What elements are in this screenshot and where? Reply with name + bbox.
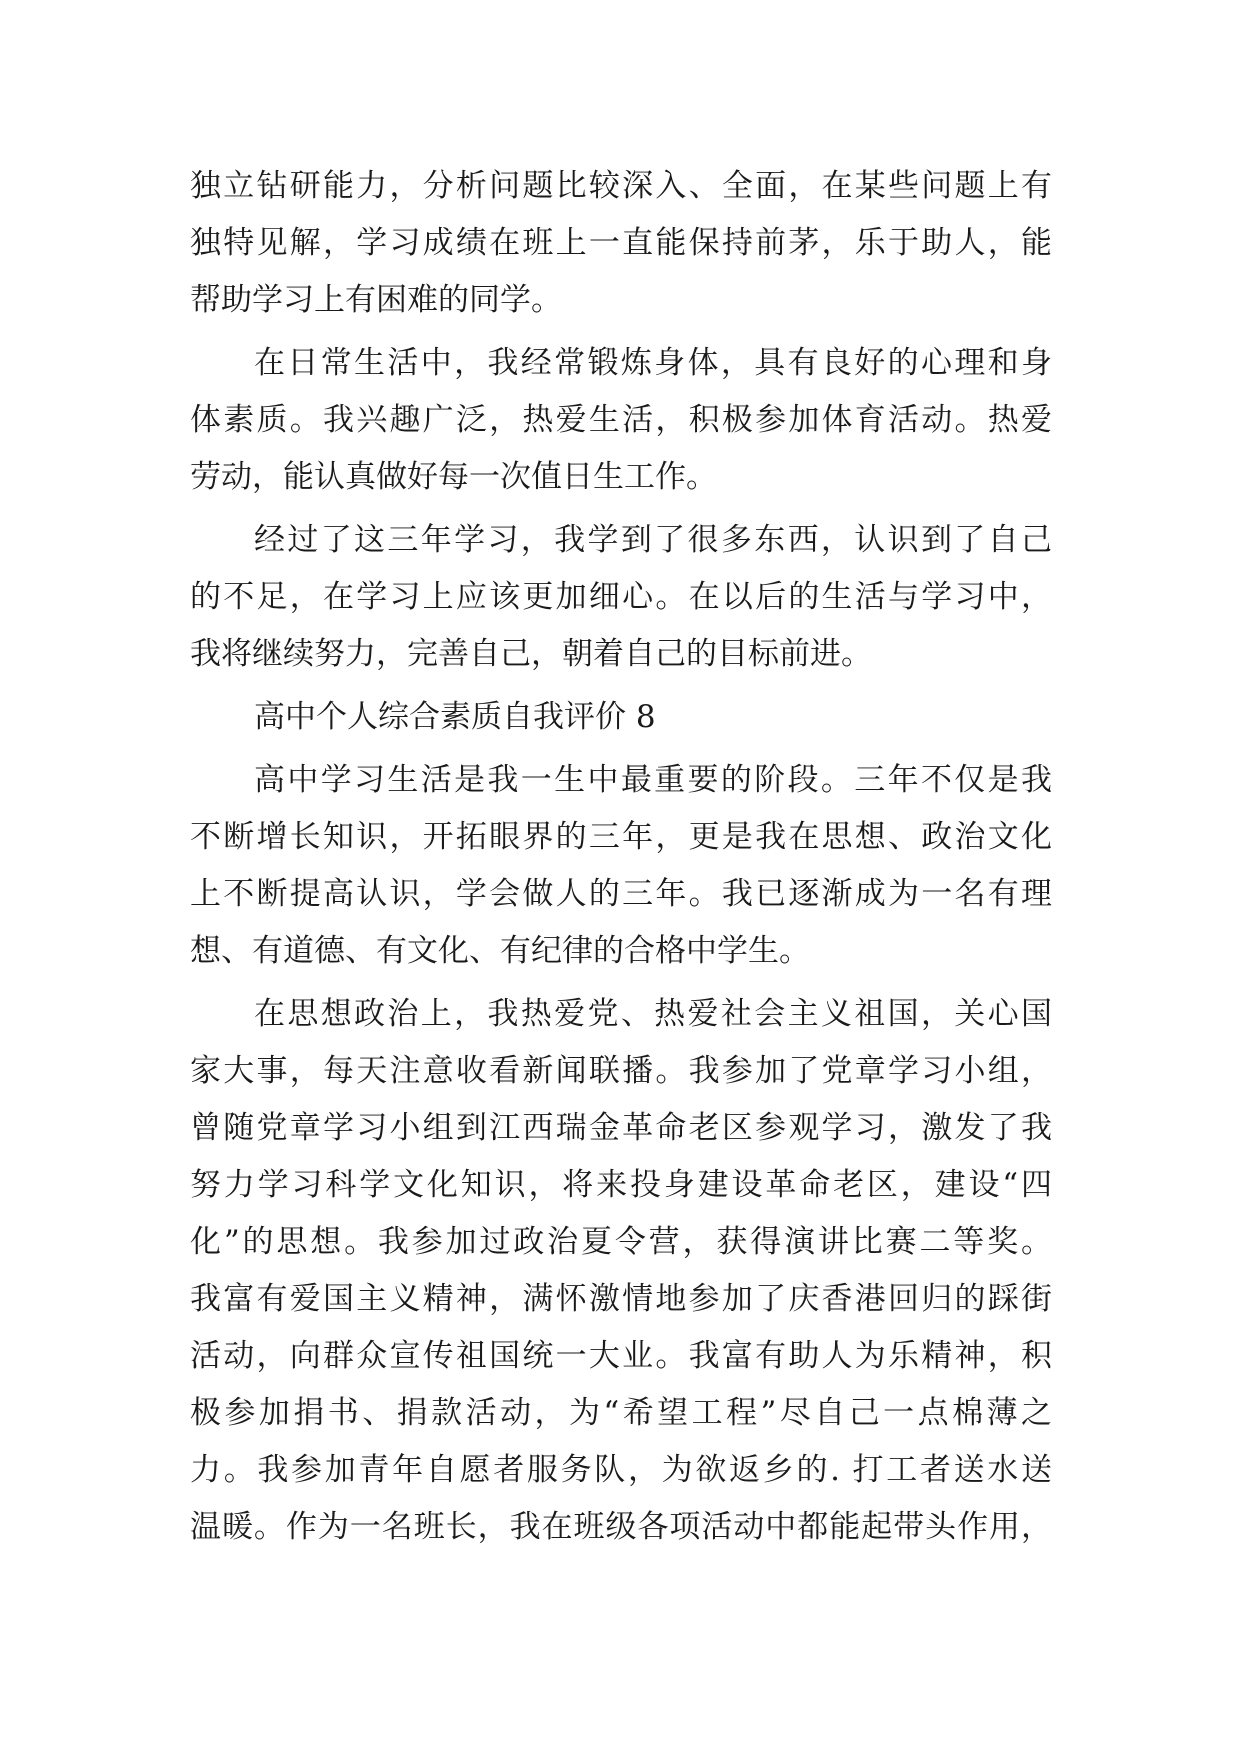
text-line: 努力学习科学文化知识，将来投身建设革命老区，建设“四 <box>190 1167 1052 1203</box>
text-line: 家大事，每天注意收看新闻联播。我参加了党章学习小组， <box>190 1053 1052 1089</box>
paragraph-first-line: 高中个人综合素质自我评价 8 <box>254 699 656 735</box>
text-line: 想、有道德、有文化、有纪律的合格中学生。 <box>190 933 810 969</box>
text-line: 力。我参加青年自愿者服务队，为欲返乡的. 打工者送水送 <box>190 1452 1052 1488</box>
text-line: 我将继续努力，完善自己，朝着自己的目标前进。 <box>190 636 872 672</box>
text-line: 活动，向群众宣传祖国统一大业。我富有助人为乐精神，积 <box>190 1338 1052 1374</box>
paragraph-first-line: 高中学习生活是我一生中最重要的阶段。三年不仅是我 <box>254 762 1052 798</box>
text-line: 极参加捐书、捐款活动，为“希望工程”尽自己一点棉薄之 <box>190 1395 1052 1431</box>
text-line: 独特见解，学习成绩在班上一直能保持前茅，乐于助人，能 <box>190 225 1052 261</box>
paragraph-first-line: 在日常生活中，我经常锻炼身体，具有良好的心理和身 <box>254 345 1052 381</box>
text-line: 我富有爱国主义精神，满怀激情地参加了庆香港回归的踩街 <box>190 1281 1052 1317</box>
text-line: 不断增长知识，开拓眼界的三年，更是我在思想、政治文化 <box>190 819 1052 855</box>
document-body <box>190 158 1052 1556</box>
text-line: 曾随党章学习小组到江西瑞金革命老区参观学习，激发了我 <box>190 1110 1052 1146</box>
text-line: 体素质。我兴趣广泛，热爱生活，积极参加体育活动。热爱 <box>190 402 1052 438</box>
text-line: 温暖。作为一名班长，我在班级各项活动中都能起带头作用， <box>190 1509 1052 1545</box>
paragraph-first-line: 在思想政治上，我热爱党、热爱社会主义祖国，关心国 <box>254 996 1052 1032</box>
text-line: 上不断提高认识，学会做人的三年。我已逐渐成为一名有理 <box>190 876 1052 912</box>
paragraph-first-line: 经过了这三年学习，我学到了很多东西，认识到了自己 <box>254 522 1052 558</box>
text-line: 独立钻研能力，分析问题比较深入、全面，在某些问题上有 <box>190 168 1052 204</box>
text-line: 劳动，能认真做好每一次值日生工作。 <box>190 459 717 495</box>
text-line: 化”的思想。我参加过政治夏令营，获得演讲比赛二等奖。 <box>190 1224 1052 1260</box>
text-line: 的不足，在学习上应该更加细心。在以后的生活与学习中， <box>190 579 1052 615</box>
text-line: 帮助学习上有困难的同学。 <box>190 282 562 318</box>
